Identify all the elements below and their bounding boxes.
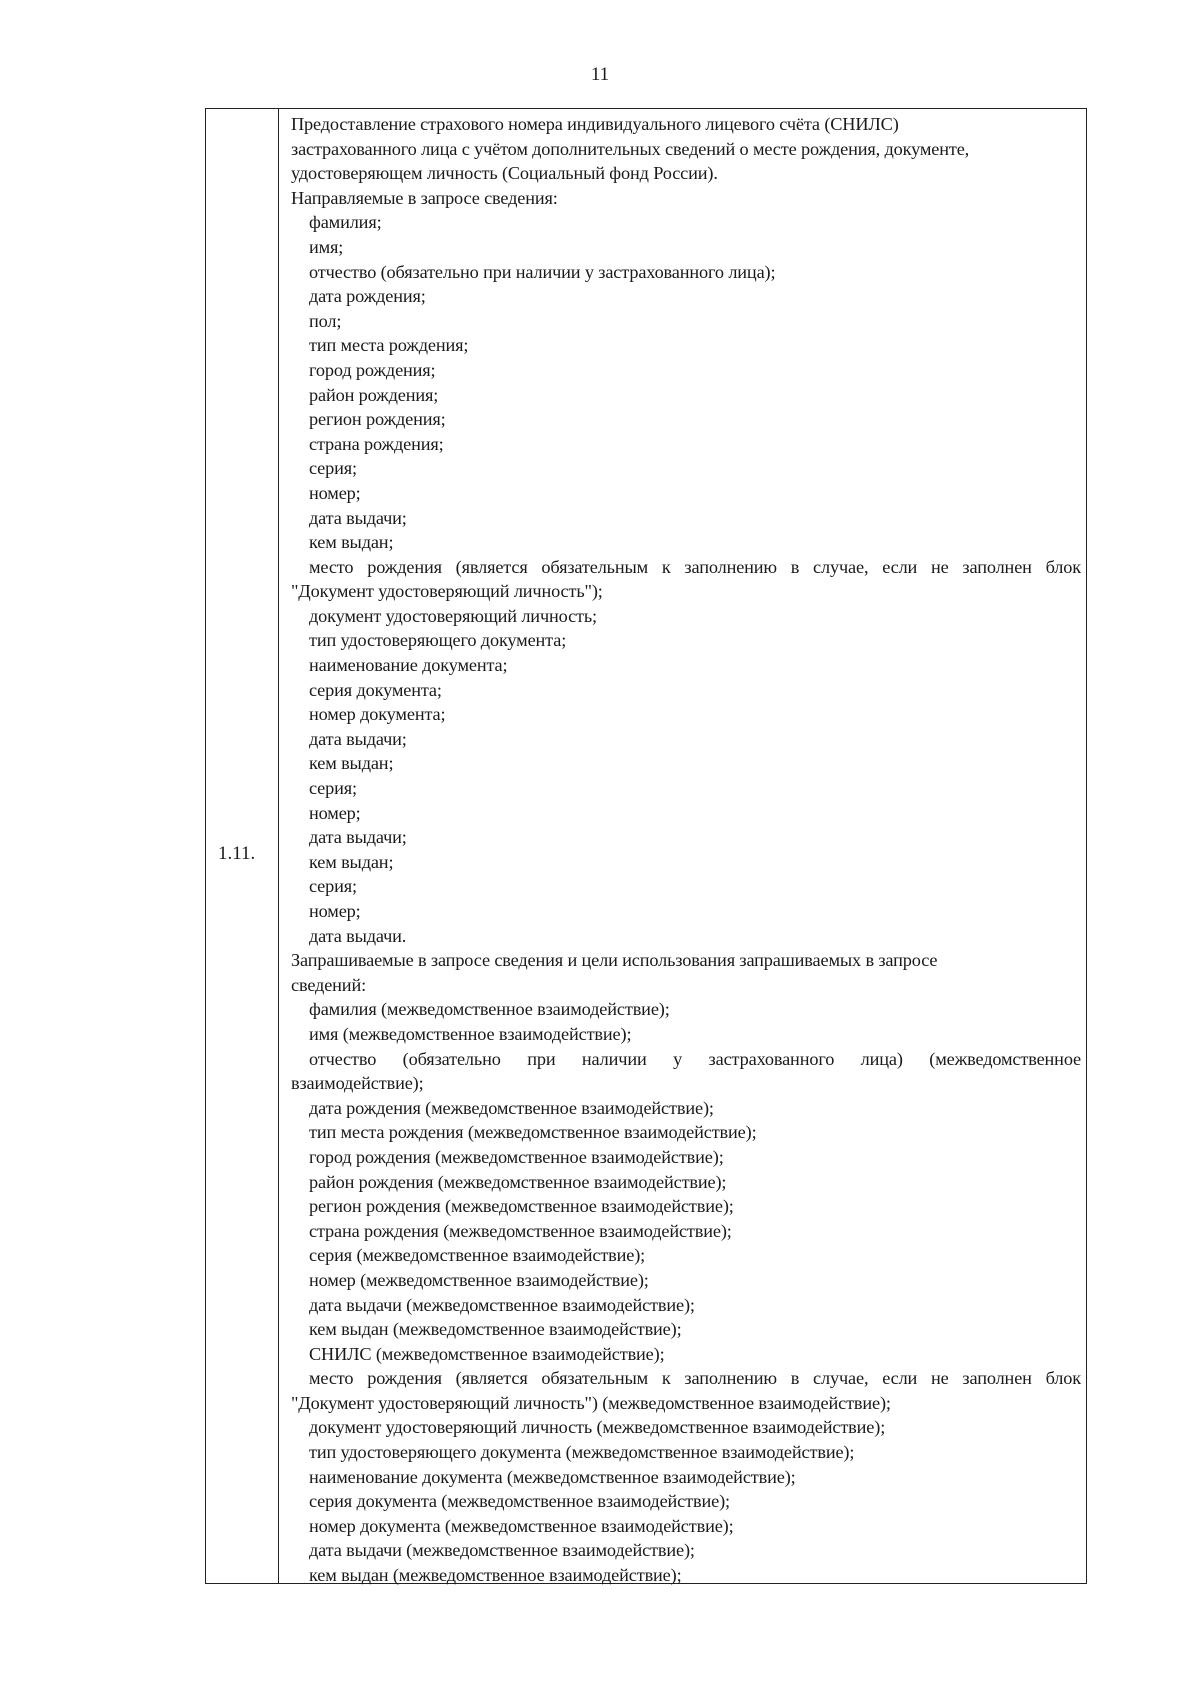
content-line: дата выдачи (межведомственное взаимодействие); [309,1540,695,1561]
content-line: отчество (обязательно при наличии у застрахованного лица) (межведомственное [309,1048,1081,1069]
content-line: сведений: [291,974,367,995]
content-line: страна рождения (межведомственное взаимодействие); [309,1220,732,1241]
content-line: фамилия; [309,212,382,233]
content-line: документ удостоверяющий личность (межведомственное взаимодействие); [309,1417,886,1438]
content-line: Направляемые в запросе сведения: [291,187,558,208]
content-line: имя (межведомственное взаимодействие); [309,1023,632,1044]
content-line: удостоверяющем личность (Социальный фонд России). [291,163,718,184]
content-line: фамилия (межведомственное взаимодействие); [309,999,670,1020]
content-line: дата выдачи; [309,827,407,848]
content-line: дата выдачи; [309,728,407,749]
content-line: Запрашиваемые в запросе сведения и цели использования запрашиваемых в запросе [291,950,938,971]
content-line: дата рождения; [309,286,426,307]
row-content-cell [291,112,1081,1588]
content-line: город рождения (межведомственное взаимодействие); [309,1146,724,1167]
content-line: дата рождения (межведомственное взаимодействие); [309,1097,714,1118]
row-number-cell [206,109,279,1583]
content-line: тип места рождения; [309,335,469,356]
content-line: кем выдан; [309,851,394,872]
content-line: номер документа (межведомственное взаимодействие); [309,1515,734,1536]
content-line: "Документ удостоверяющий личность"); [291,581,603,602]
content-line: кем выдан; [309,532,394,553]
content-line: номер; [309,482,361,503]
content-line: имя; [309,236,344,257]
content-line: пол; [309,310,342,331]
content-line: отчество (обязательно при наличии у застрахованного лица); [309,261,776,282]
content-line: серия (межведомственное взаимодействие); [309,1245,646,1266]
content-line: тип удостоверяющего документа; [309,630,567,651]
content-line: взаимодействие); [291,1073,424,1094]
content-line: город рождения; [309,359,436,380]
content-line: страна рождения; [309,433,444,454]
content-line: номер (межведомственное взаимодействие); [309,1269,649,1290]
content-line: серия; [309,778,357,799]
content-line: серия документа; [309,679,442,700]
content-line: кем выдан (межведомственное взаимодействие); [309,1565,682,1586]
content-line: документ удостоверяющий личность; [309,605,597,626]
content-line: серия; [309,876,357,897]
content-line: дата выдачи. [309,925,407,946]
page-number: 11 [590,64,610,85]
content-line: наименование документа (межведомственное взаимодействие); [309,1466,796,1487]
content-line: номер; [309,802,361,823]
content-line: место рождения (является обязательным к заполнению в случае, если не заполнен блок [309,556,1081,577]
content-line: застрахованного лица с учётом дополнительных сведений о месте рождения, документе, [291,138,970,159]
content-line: район рождения (межведомственное взаимодействие); [309,1171,727,1192]
content-line: серия документа (межведомственное взаимодействие); [309,1491,730,1512]
content-line: номер документа; [309,704,446,725]
content-line: тип места рождения (межведомственное взаимодействие); [309,1122,757,1143]
content-line: дата выдачи (межведомственное взаимодействие); [309,1294,695,1315]
content-line: место рождения (является обязательным к заполнению в случае, если не заполнен блок [309,1368,1081,1389]
document-table [205,108,1087,1584]
content-line: дата выдачи; [309,507,407,528]
content-line: кем выдан (межведомственное взаимодействие); [309,1319,682,1340]
content-line: СНИЛС (межведомственное взаимодействие); [309,1343,665,1364]
content-line: регион рождения; [309,409,446,430]
content-line: номер; [309,901,361,921]
content-line: Предоставление страхового номера индивидуального лицевого счёта (СНИЛС) [291,114,899,134]
content-line: регион рождения (межведомственное взаимодействие); [309,1196,734,1217]
content-line: "Документ удостоверяющий личность") (межведомственное взаимодействие); [291,1392,891,1413]
row-number: 1.11. [218,843,256,864]
content-line: кем выдан; [309,753,394,774]
content-line: тип удостоверяющего документа (межведомственное взаимодействие); [309,1442,855,1463]
content-line: серия; [309,458,357,479]
content-line: наименование документа; [309,655,508,676]
content-line: район рождения; [309,384,439,405]
